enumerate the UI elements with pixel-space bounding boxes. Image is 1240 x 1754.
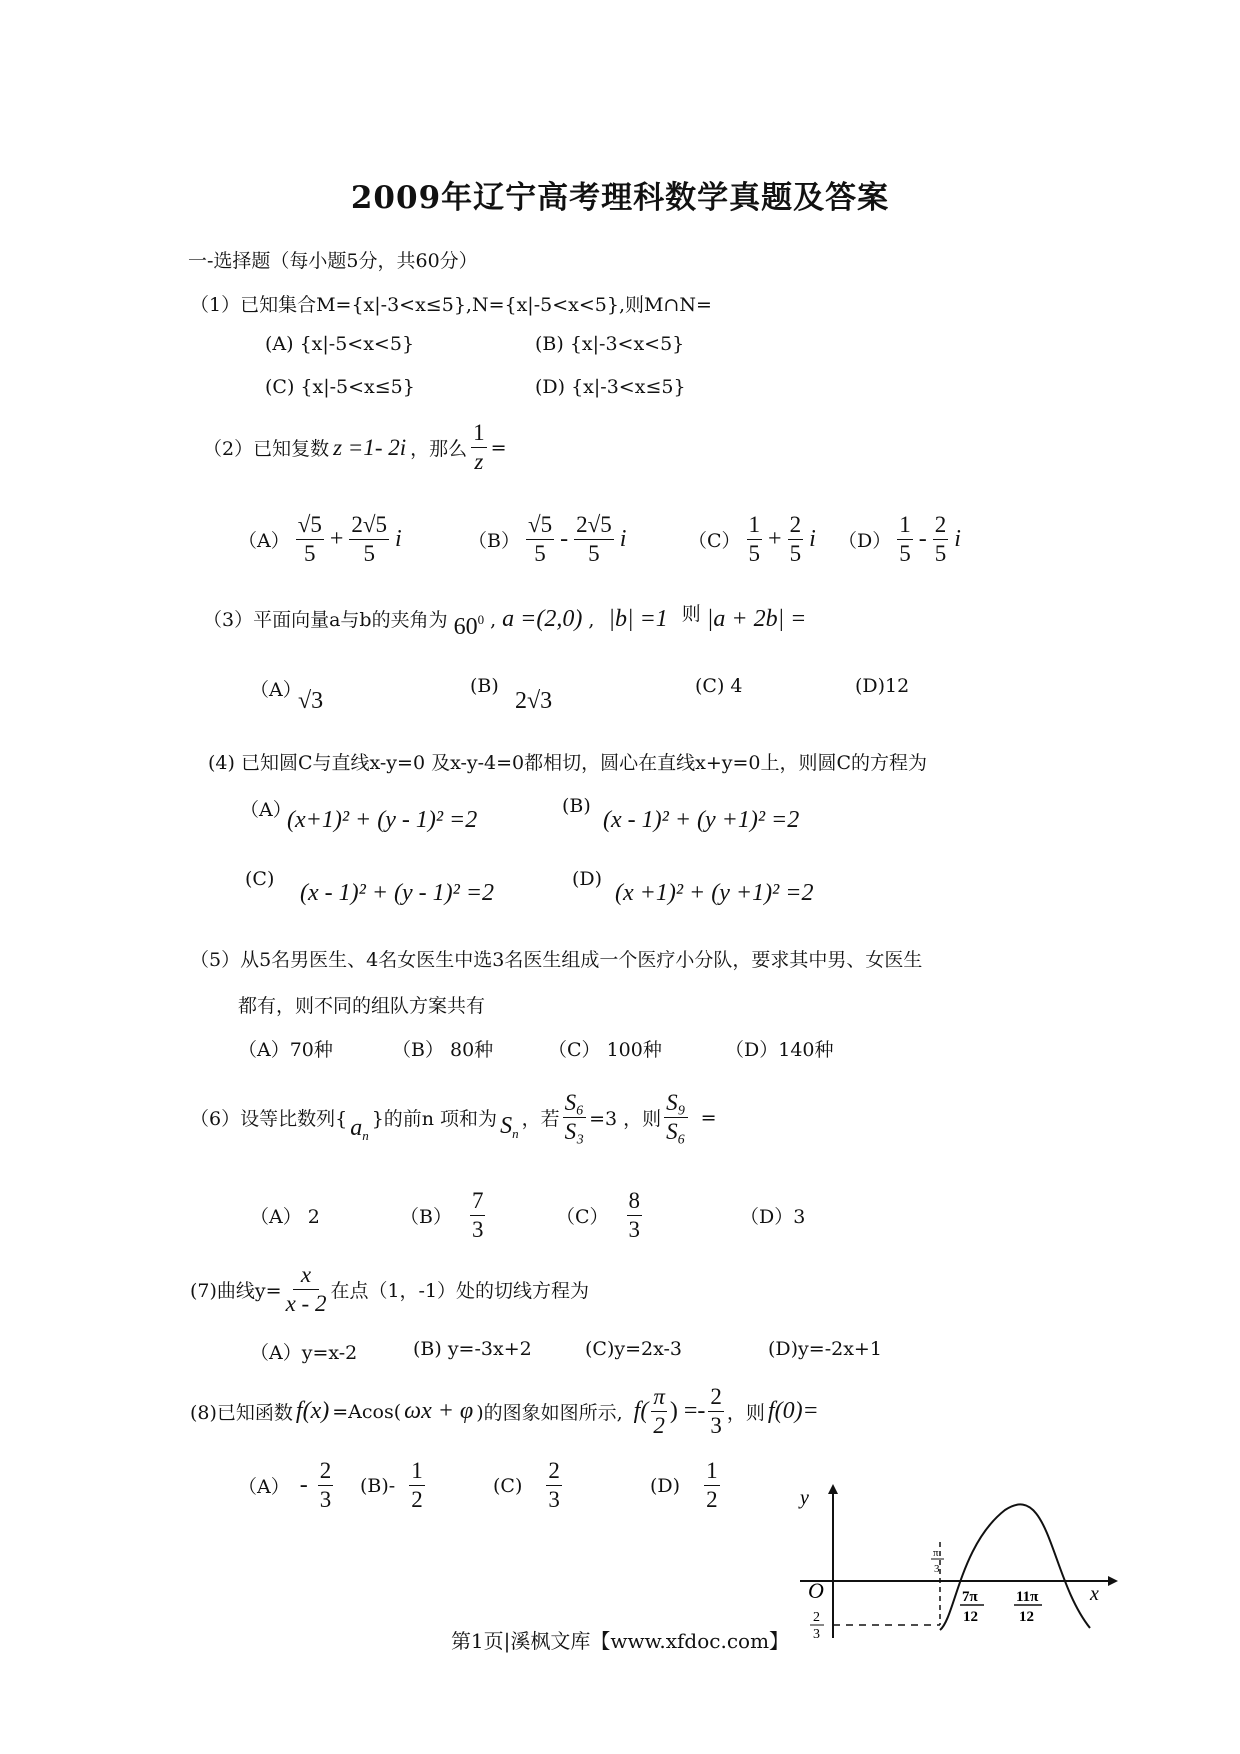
question-2-option-a [238,512,402,568]
tick-3-label: 3 [934,1563,940,1575]
question-4-option-c-label: (C) [245,868,275,890]
y-axis-arrow [828,1484,838,1494]
question-2-stem-b: ，那么 [410,438,468,461]
fraction-numerator: x [293,1262,319,1290]
question-7-option-c: (C)y=2x-3 [585,1338,682,1360]
option-label: （C） [688,530,741,553]
page-title: 2009年辽宁高考理科数学真题及答案 [350,180,890,216]
fraction-denominator: z [474,449,484,475]
question-5-option-b: （B） 80种 [392,1039,494,1061]
question-5-option-c: （C） 100种 [548,1039,662,1061]
cosine-argument: ωx + φ [404,1398,474,1425]
fraction-numerator: S₆ [563,1090,587,1118]
question-3-expression: |a + 2b| = [706,606,807,632]
sequence-term [350,1115,369,1144]
question-6-condition: =3 ，则 [589,1108,662,1131]
question-3-stem: （3）平面向量a与b的夹角为 [203,609,448,631]
question-5-option-a: （A）70种 [238,1039,333,1061]
question-5-line-2: 都有，则不同的组队方案共有 [238,995,486,1017]
question-3-option-b-value: 2√3 [515,688,553,714]
tick-12b-label: 12 [1019,1609,1034,1625]
question-5-option-d: （D）140种 [725,1039,834,1061]
sequence-letter: a [350,1115,363,1142]
angle-value [454,612,485,641]
tick-7pi-label: 7π [962,1589,978,1605]
sequence-index: n [362,1128,369,1144]
fraction-numerator: 1 [409,1458,425,1486]
question-1-stem: （1）已知集合M={x|-3<x≤5},N={x|-5<x<5},则M∩N= [190,294,712,316]
cosine-graph [790,1480,1120,1640]
equals-sign: = [490,436,507,459]
angle-degree: 0 [477,612,485,627]
fraction-denominator: 3 [319,1487,332,1513]
fraction-denominator: 5 [748,541,761,567]
question-8-stem-c: )的图象如图所示, [476,1402,623,1425]
imaginary-unit: i [809,526,816,553]
fraction-numerator: 1 [704,1458,720,1486]
angle-number: 60 [453,614,478,640]
question-3-option-c: (C) 4 [695,675,743,697]
question-7 [190,1262,589,1318]
equals-negative: ) =- [669,1398,706,1425]
option-fraction [747,512,763,568]
fraction-numerator: 7 [470,1188,486,1216]
question-8-stem-b: =Acos( [332,1400,402,1423]
fraction-numerator: π [651,1384,667,1412]
question-2 [203,420,507,476]
option-label: （A） [238,530,290,553]
option-label: (D) [650,1474,681,1497]
fraction-denominator: 2 [411,1487,423,1513]
option-fraction [296,512,324,568]
question-3-option-a-value: √3 [298,688,324,714]
question-3-option-a-label: （A） [250,679,302,701]
y-axis-label: y [800,1487,809,1509]
question-8-stem-a: (8)已知函数 [190,1402,293,1425]
question-5-line-1: （5）从5名男医生、4名女医生中选3名医生组成一个医疗小分队，要求其中男、女医生 [190,949,923,971]
question-7-fraction [284,1262,329,1318]
question-4-option-b-value: (x - 1)² + (y +1)² =2 [603,807,800,833]
question-7-stem-b: 在点（1，-1）处的切线方程为 [330,1280,590,1303]
fraction-numerator: 1 [897,512,913,540]
fraction-numerator: 8 [627,1188,643,1216]
option-fraction [704,1458,720,1514]
question-6-stem-b: }的前n 项和为 [371,1108,498,1131]
ratio-s6-s3 [563,1090,587,1146]
fraction-numerator: 2 [708,1384,724,1412]
operator: + [768,526,782,553]
min-2-label: 2 [813,1610,820,1625]
equals-sign: = [700,1106,717,1129]
pi-over-2 [651,1384,667,1440]
fraction-numerator: 2√5 [574,512,614,540]
vector-a-condition: a =(2,0) [502,606,583,632]
option-fraction [526,512,554,568]
question-4-option-d-value: (x +1)² + (y +1)² =2 [615,880,814,906]
question-4-option-c-value: (x - 1)² + (y - 1)² =2 [300,880,495,906]
option-label: （B） [468,530,520,553]
fraction-numerator: 2 [788,512,804,540]
question-3-option-b-label: (B) [470,675,499,697]
vector-b-condition: |b| =1 [608,606,668,632]
question-8-stem-d: ，则 [726,1402,765,1425]
question-6-option-c [556,1188,642,1244]
function-f-open: f( [633,1398,649,1425]
fraction-denominator: 5 [899,541,911,567]
question-7-option-d: (D)y=-2x+1 [768,1338,882,1360]
then-word: 则 [681,603,701,625]
section-heading: 一-选择题（每小题5分，共60分） [188,250,478,272]
question-1-option-b: (B) {x|-3<x<5} [535,333,685,355]
function-f-0: f(0)= [767,1398,819,1425]
question-8-option-b [360,1458,425,1514]
tick-pi-label: π [933,1547,939,1559]
question-7-stem-a: (7)曲线y= [190,1280,282,1303]
question-3: （3）平面向量a与b的夹角为 $60^0$ , a =(2,0) , |b| =1 则 |a + 2b| = [203,604,806,633]
question-1 [190,290,712,317]
question-2-option-b [468,512,626,568]
question-7-option-a: （A）y=x-2 [250,1342,358,1364]
fraction-denominator: S₆ [666,1119,686,1145]
option-label: （A） [238,1476,290,1499]
fraction-denominator: 2 [706,1487,718,1513]
origin-label: O [808,1578,824,1603]
partial-sum-index: n [512,1126,519,1142]
question-1-option-a: (A) {x|-5<x<5} [265,333,415,355]
fraction-denominator: 5 [934,541,947,567]
question-2-option-c [688,512,816,568]
fraction-denominator: 5 [588,541,600,567]
fraction-numerator: 2 [318,1458,334,1486]
option-label: （D） [838,530,892,553]
question-2-fraction [471,420,487,476]
operator: - [560,526,569,553]
option-fraction [318,1458,334,1514]
question-6-stem-c: ，若 [521,1108,560,1131]
fraction-numerator: √5 [296,512,324,540]
fraction-numerator: 1 [747,512,763,540]
question-7-option-b: (B) y=-3x+2 [413,1338,532,1360]
question-8 [190,1384,819,1440]
question-4-stem: (4) 已知圆C与直线x-y=0 及x-y-4=0都相切，圆心在直线x+y=0上，则圆C的方程为 [208,752,928,774]
fraction-denominator: 5 [363,541,375,567]
fraction-denominator: 3 [628,1217,641,1243]
fraction-numerator: 1 [471,420,487,448]
option-fraction [574,512,614,568]
ratio-s9-s6 [664,1090,688,1146]
fraction-denominator: 3 [471,1217,484,1243]
fraction-numerator: 2√5 [349,512,389,540]
option-fraction [546,1458,562,1514]
tick-11pi-label: 11π [1016,1589,1039,1605]
imaginary-unit: i [395,526,402,553]
x-axis-arrow [1108,1576,1118,1586]
question-2-z-eq: z =1- 2i [333,434,407,460]
option-fraction [409,1458,425,1514]
question-4-option-d-label: (D) [572,868,603,890]
question-8-option-a [238,1458,333,1514]
fraction-denominator: S₃ [564,1119,585,1145]
operator: - [918,526,927,553]
fraction-numerator: 2 [933,512,949,540]
fraction-denominator: x - 2 [285,1291,327,1317]
question-3-option-d: (D)12 [855,675,910,697]
question-6-option-a: （A） 2 [250,1206,320,1228]
option-label: (C) [493,1474,523,1497]
question-6-option-d: （D）3 [740,1206,806,1228]
page-footer: 第1页|溪枫文库【www.xfdoc.com】 [450,1629,790,1653]
partial-sum-term [500,1113,519,1142]
option-fraction [470,1188,486,1244]
minus-sign: - [299,1472,308,1499]
fraction-denominator: 5 [534,541,546,567]
option-fraction [627,1188,643,1244]
imaginary-unit: i [619,526,627,553]
fraction-numerator: S₉ [664,1090,688,1118]
fraction-numerator: 2 [546,1458,562,1486]
question-1-option-d: (D) {x|-3<x≤5} [535,376,686,398]
question-8-option-d [650,1458,720,1514]
option-label: (B)- [360,1474,396,1497]
fraction-denominator: 3 [548,1487,560,1513]
option-fraction [933,512,949,568]
two-thirds [708,1384,724,1440]
imaginary-unit: i [954,526,961,553]
fraction-denominator: 2 [653,1413,665,1439]
question-6-stem-a: （6）设等比数列{ [190,1108,348,1131]
question-2-option-d [838,512,961,568]
partial-sum-letter: S [500,1113,513,1140]
x-axis-label: x [1090,1583,1099,1605]
question-4-option-b-label: (B) [562,795,591,817]
option-fraction [788,512,804,568]
tick-12a-label: 12 [963,1609,978,1625]
question-2-stem-a: （2）已知复数 [203,438,330,461]
fraction-numerator: √5 [526,512,554,540]
function-f-x: f(x) [295,1398,330,1425]
fraction-denominator: 3 [710,1413,722,1439]
min-3-label: 3 [813,1627,820,1640]
question-4-option-a-value: (x+1)² + (y - 1)² =2 [287,807,478,833]
option-fraction [897,512,913,568]
fraction-denominator: 5 [789,541,802,567]
option-label: （B） [400,1206,452,1229]
question-4-option-a-label: （A） [240,799,292,821]
question-6-option-b [400,1188,485,1244]
option-label: （C） [556,1206,609,1229]
fraction-denominator: 5 [304,541,316,567]
question-1-option-c: (C) {x|-5<x≤5} [265,376,415,398]
option-fraction [349,512,389,568]
operator: + [329,526,344,553]
question-8-option-c [493,1458,562,1514]
question-6 [190,1090,717,1146]
